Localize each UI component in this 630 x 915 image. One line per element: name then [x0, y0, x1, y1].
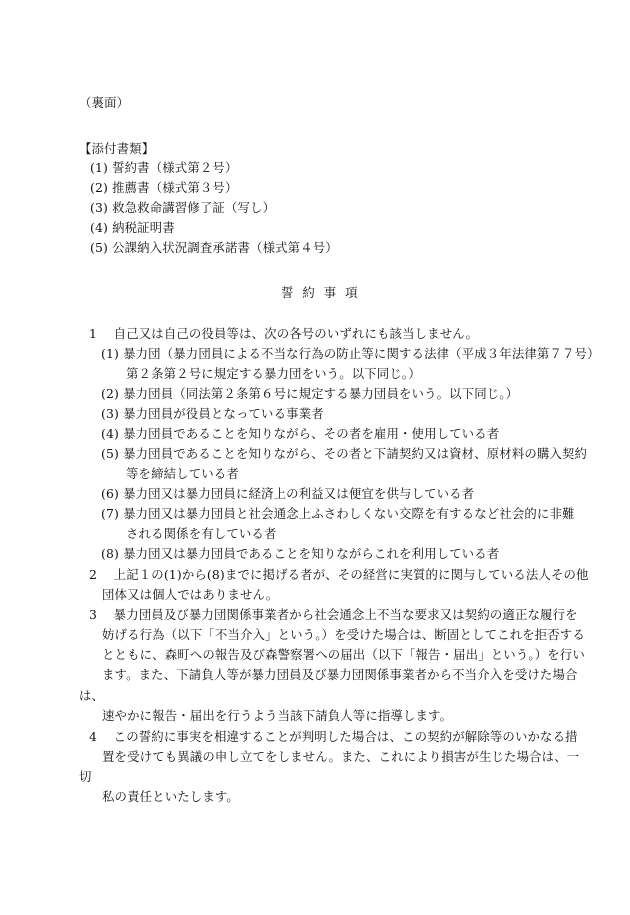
pledge-subitem: (8) 暴力団又は暴力団員であることを知りながらこれを利用している者	[101, 546, 500, 561]
pledge-item-3: 3 暴力団員及び暴力団関係事業者から社会通念上不当な要求又は契約の適正な履行を	[89, 607, 578, 622]
pledge-subitem-continuation: 第２条第２号に規定する暴力団をいう。以下同じ。）	[126, 366, 421, 381]
attachment-item: (5) 公課納入状況調査承諾書（様式第４号）	[90, 240, 338, 255]
pledge-item-continuation: は、	[79, 688, 105, 703]
pledge-item-4: 4 この誓約に事実を相違することが判明した場合は、この契約が解除等のいかなる措	[89, 729, 578, 744]
pledge-subitem-continuation: される関係を有している者	[126, 526, 277, 541]
pledge-item-continuation: 速やかに報告・届出を行うよう当該下請負人等に指導します。	[102, 708, 453, 723]
pledge-item-continuation: とともに、森町への報告及び森警察署への届出（以下「報告・届出」という。）を行い	[102, 647, 585, 662]
attachment-item: (1) 誓約書（様式第２号）	[90, 160, 238, 175]
pledge-subitem: (3) 暴力団員が役員となっている事業者	[101, 406, 324, 421]
pledge-subitem: (5) 暴力団員であることを知りながら、その者と下請契約又は資材、原材料の購入契約	[101, 446, 588, 461]
pledge-item-continuation: 団体又は個人ではありません。	[102, 587, 279, 602]
pledge-item-2: 2 上記１の(1)から(8)までに掲げる者が、その経営に実質的に関与している法人その他	[89, 567, 589, 582]
back-side-label: （裏面）	[79, 95, 130, 110]
pledge-subitem: (1) 暴力団（暴力団員による不当な行為の防止等に関する法律（平成３年法律第７７号）	[101, 346, 600, 361]
pledge-item-continuation: ます。また、下請負人等が暴力団員及び暴力団関係事業者から不当介入を受けた場合	[102, 667, 578, 682]
pledge-item-1: 1 自己又は自己の役員等は、次の各号のいずれにも該当しません。	[89, 326, 479, 341]
pledge-subitem: (7) 暴力団又は暴力団員と社会通念上ふさわしくない交際を有するなど社会的に非難	[101, 506, 575, 521]
pledge-title: 誓約事項	[281, 285, 367, 300]
pledge-item-continuation: 置を受けても異議の申し立てをしません。また、これにより損害が生じた場合は、一	[102, 749, 580, 764]
attachment-item: (4) 納税証明書	[90, 220, 175, 235]
attachment-item: (3) 救急救命講習修了証（写し）	[90, 200, 276, 215]
attachment-item: (2) 推薦書（様式第３号）	[90, 180, 238, 195]
pledge-item-continuation: 私の責任といたします。	[102, 789, 239, 804]
pledge-subitem: (6) 暴力団又は暴力団員に経済上の利益又は便宜を供与している者	[101, 486, 475, 501]
pledge-subitem: (4) 暴力団員であることを知りながら、その者を雇用・使用している者	[101, 426, 500, 441]
pledge-item-continuation: 妨げる行為（以下「不当介入」という。）を受けた場合は、断固としてこれを拒否する	[102, 627, 585, 642]
attachments-heading: 【添付書類】	[79, 141, 155, 156]
pledge-subitem-continuation: 等を締結している者	[126, 466, 239, 481]
pledge-subitem: (2) 暴力団員（同法第２条第６号に規定する暴力団員をいう。以下同じ。）	[101, 386, 519, 401]
pledge-item-continuation: 切	[79, 769, 92, 784]
